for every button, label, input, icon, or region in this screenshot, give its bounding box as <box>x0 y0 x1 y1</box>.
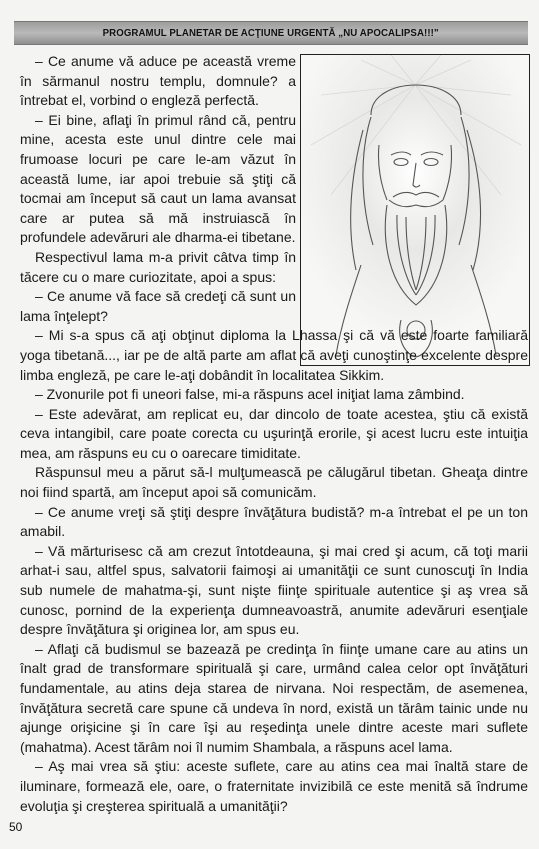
header-title: PROGRAMUL PLANETAR DE ACŢIUNE URGENTĂ „NU APOCALIPSA!!!" <box>102 27 440 39</box>
paragraph: – Zvonurile pot fi uneori false, mi-a răspuns acel iniţiat lama zâmbind. <box>35 386 465 403</box>
paragraph: – Vă mărturisesc că am crezut întotdeauna, şi mai cred şi acum, că toţi marii arhat-i sau, altfel spus, salvatorii faimoşi ai umanităţii ce sunt cunoscuţi în India sub numele de mahatma-şi, sunt nişte fiinţe spirituale autentice şi aş vrea să cunosc, pornind de la experienţa dumneavoastră, anumite adevăruri esenţiale despre învăţătura şi originea lor, am spus eu. <box>20 542 528 638</box>
page-number: 50 <box>9 820 23 834</box>
paragraph: – Ce anume vreţi să ştiţi despre învăţătura budistă? m-a întrebat el pe un ton amabil. <box>20 503 528 540</box>
paragraph: – Ce anume vă face să credeţi că sunt un lama înţelept? <box>20 288 296 324</box>
body-text <box>20 52 528 816</box>
paragraph: – Mi s-a spus că aţi obţinut diploma la Lhassa şi că vă este foarte familiară yoga tibetană..., iar pe de altă parte am aflat că aveţi cunoştinţe excelente despre limba engleză, pe care le-aţi dobândit în localitatea Sikkim. <box>20 327 528 383</box>
paragraph: – Ei bine, aflaţi în primul rând că, pentru mine, acesta este unul dintre cele mai frumoase locuri pe care le-am văzut în această lume, iar apoi trebuie să ştiţi că tocmai am început să caut un lama avansat care ar putea să mă instruiască în profundele adevăruri ale dharma-ei tibetane. <box>20 111 296 246</box>
paragraph: Respectivul lama m-a privit câtva timp în tăcere cu o mare curiozitate, apoi a spus: <box>20 248 296 285</box>
paragraph: Răspunsul meu a părut să-l mulţumească pe călugărul tibetan. Gheaţa dintre noi fiind spartă, am început apoi să comunicăm. <box>20 464 528 501</box>
paragraph: – Este adevărat, am replicat eu, dar dincolo de toate acestea, ştiu că există ceva intangibil, care poate corecta cu uşurinţă erorile, şi acest lucru este intuiţia mea, am răspuns eu cu o oarecare timiditate. <box>20 405 528 461</box>
running-header <box>14 21 528 45</box>
paragraph: – Aflaţi că budismul se bazează pe credinţa în fiinţe umane care au atins un înalt grad de transformare spirituală şi care, urmând calea celor opt învăţături fundamentale, au atins deja starea de nirvana. Noi respectăm, de asemenea, învăţătura secretă care spune că undeva în nord, există un tărâm tainic unde nu ajunge orişicine şi în care îşi au reşedinţa unele dintre aceste mari suflete (mahatma). Acest tărâm noi îl numim Shambala, a răspuns acel lama. <box>20 640 528 755</box>
paragraph: – Aş mai vrea să ştiu: aceste suflete, care au atins cea mai înaltă stare de iluminare, formează ele, oare, o fraternitate invizibilă ce este menită să îndrume evoluţia şi creşterea spirituală a umanităţii? <box>20 758 528 814</box>
paragraph: – Ce anume vă aduce pe această vreme în sărmanul nostru templu, domnule? a întrebat el, vorbind o engleză perfectă. <box>20 53 296 109</box>
